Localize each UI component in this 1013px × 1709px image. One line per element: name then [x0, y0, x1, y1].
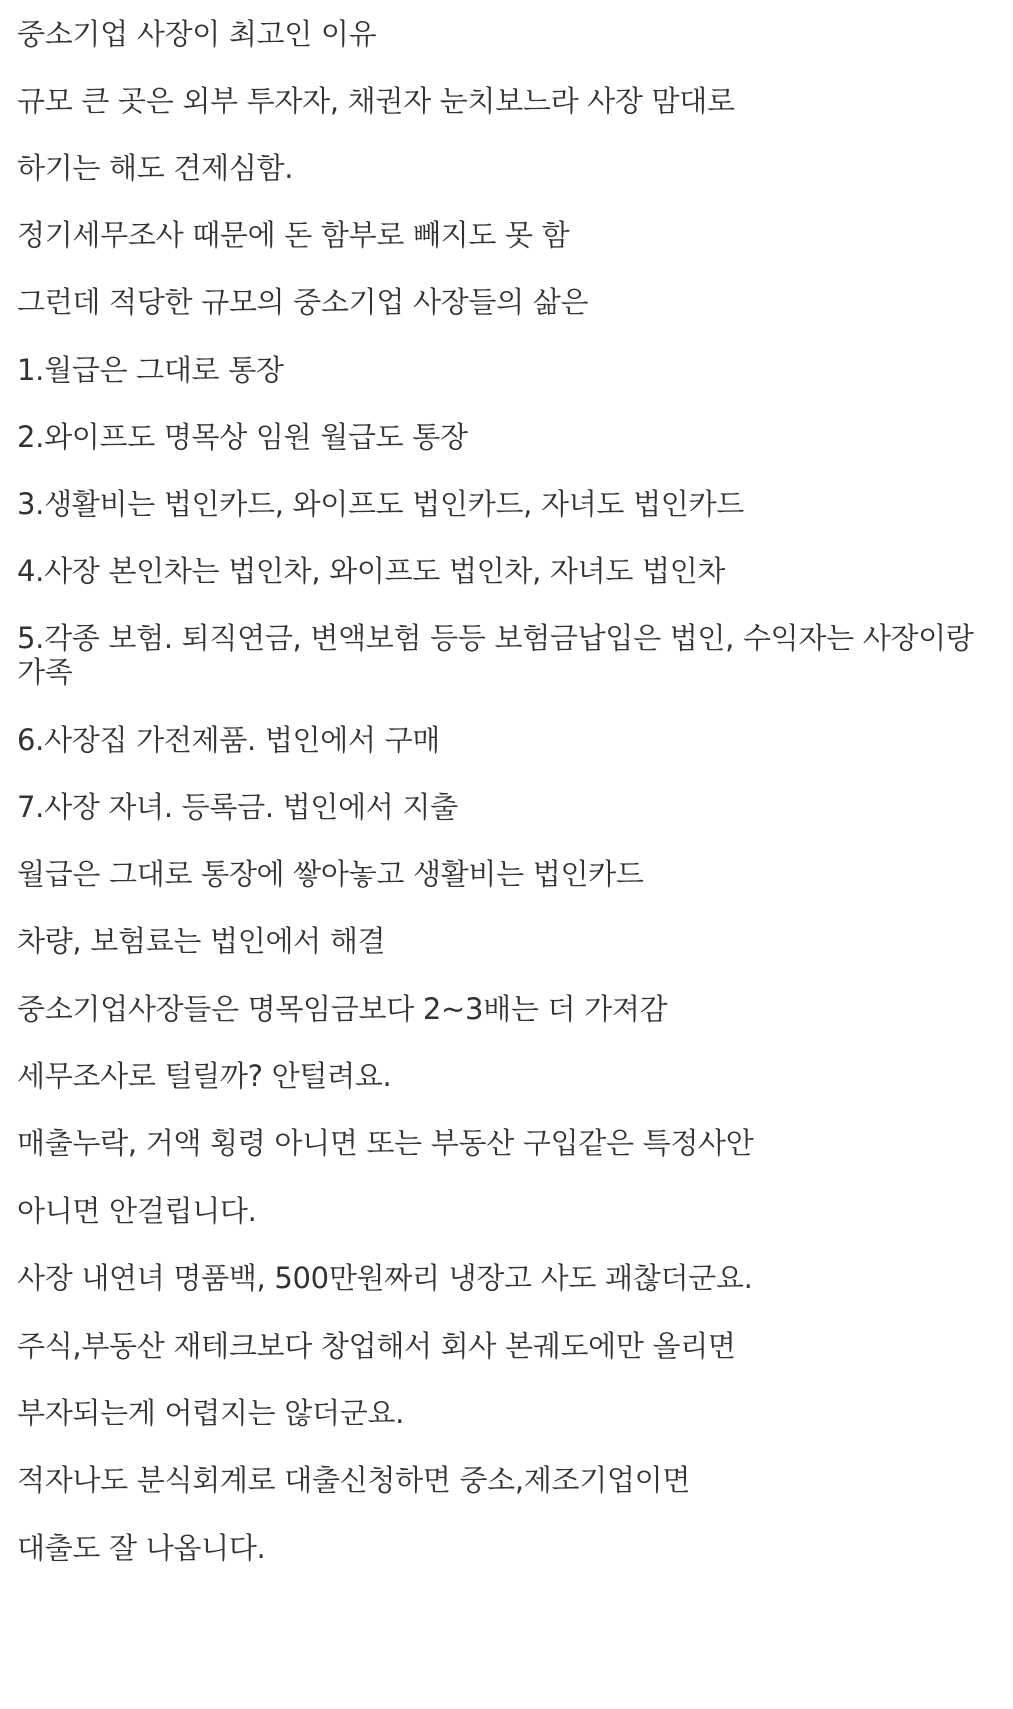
- list-item: 6.사장집 가전제품. 법인에서 구매: [17, 723, 441, 757]
- paragraph: 대출도 잘 나옵니다.: [17, 1531, 266, 1565]
- list-item: 4.사장 본인차는 법인차, 와이프도 법인차, 자녀도 법인차: [17, 554, 726, 588]
- list-item: 5.각종 보험. 퇴직연금, 변액보험 등등 보험금납입은 법인, 수익자는 사장이랑: [17, 621, 974, 655]
- paragraph: 월급은 그대로 통장에 쌓아놓고 생활비는 법인카드: [17, 857, 644, 891]
- paragraph: 그런데 적당한 규모의 중소기업 사장들의 삶은: [17, 285, 589, 319]
- list-item: 3.생활비는 법인카드, 와이프도 법인카드, 자녀도 법인카드: [17, 487, 744, 521]
- paragraph: 하기는 해도 견제심함.: [17, 151, 294, 185]
- paragraph: 부자되는게 어렵지는 않더군요.: [17, 1396, 405, 1430]
- paragraph: 중소기업사장들은 명목임금보다 2~3배는 더 가져감: [17, 992, 668, 1026]
- paragraph: 주식,부동산 재테크보다 창업해서 회사 본궤도에만 올리면: [17, 1329, 736, 1363]
- paragraph: 아니면 안걸립니다.: [17, 1194, 257, 1228]
- paragraph: 사장 내연녀 명품백, 500만원짜리 냉장고 사도 괘찮더군요.: [17, 1261, 753, 1295]
- list-item: 2.와이프도 명목상 임원 월급도 통장: [17, 420, 468, 454]
- list-item-continuation: 가족: [17, 655, 73, 689]
- paragraph: 매출누락, 거액 횡령 아니면 또는 부동산 구입같은 특정사안: [17, 1126, 754, 1160]
- paragraph: 적자나도 분식회계로 대출신청하면 중소,제조기업이면: [17, 1463, 691, 1497]
- paragraph: 차량, 보험료는 법인에서 해결: [17, 924, 386, 958]
- list-item: 1.월급은 그대로 통장: [17, 353, 284, 387]
- document-title: 중소기업 사장이 최고인 이유: [17, 17, 377, 51]
- list-item: 7.사장 자녀. 등록금. 법인에서 지출: [17, 790, 458, 824]
- paragraph: 규모 큰 곳은 외부 투자자, 채권자 눈치보느라 사장 맘대로: [17, 84, 735, 118]
- paragraph: 세무조사로 털릴까? 안털려요.: [17, 1059, 392, 1093]
- paragraph: 정기세무조사 때문에 돈 함부로 빼지도 못 함: [17, 218, 570, 252]
